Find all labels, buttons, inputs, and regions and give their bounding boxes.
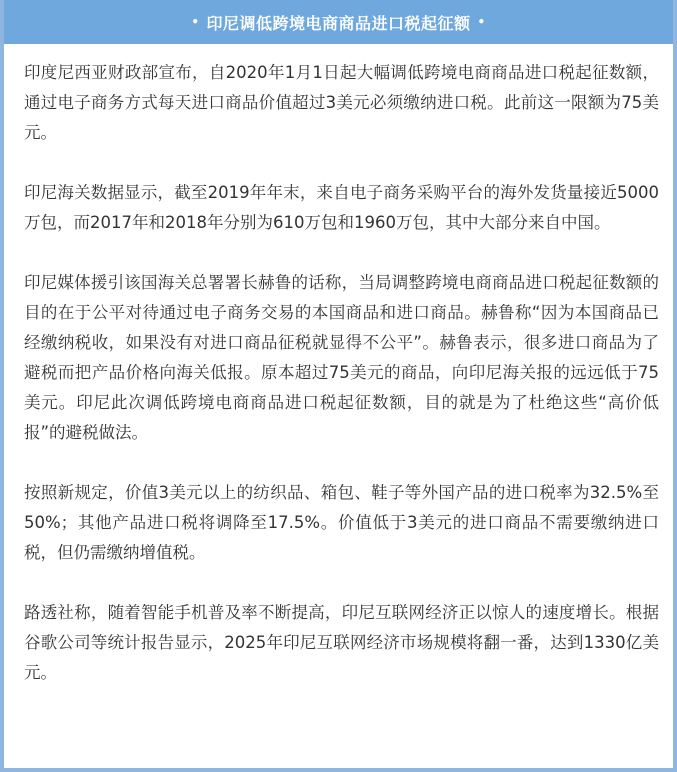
paragraph: 印尼媒体援引该国海关总署署长赫鲁的话称，当局调整跨境电商商品进口税起征数额的目的在于公平对待通过电子商务交易的本国商品和进口商品。赫鲁称“因为本国商品已经缴纳税收，如果没有对进口商品征税就显得不公平”。赫鲁表示，很多进口商品为了避税而把产品价格向海关低报。原本超过75美元的商品，向印尼海关报的远远低于75美元。印尼此次调低跨境电商商品进口税起征数额，目的就是为了杜绝这些“高价低报”的避税做法。: [24, 273, 659, 442]
article-title: 印尼调低跨境电商商品进口税起征额: [206, 13, 471, 33]
paragraph: 印度尼西亚财政部宣布，自2020年1月1日起大幅调低跨境电商商品进口税起征数额，通过电子商务方式每天进口商品价值超过3美元必须缴纳进口税。此前这一限额为75美元。: [24, 63, 659, 142]
paragraph: 印尼海关数据显示，截至2019年年末，来自电子商务采购平台的海外发货量接近5000万包，而2017年和2018年分别为610万包和1960万包，其中大部分来自中国。: [24, 183, 659, 232]
bullet-right-icon: •: [477, 15, 486, 29]
article-body: [24, 58, 659, 688]
bullet-left-icon: •: [191, 15, 200, 29]
article-header: [4, 0, 673, 44]
paragraph: 按照新规定，价值3美元以上的纺织品、箱包、鞋子等外国产品的进口税率为32.5%至50%；其他产品进口税将调降至17.5%。价值低于3美元的进口商品不需要缴纳进口税，但仍需缴纳增值税。: [24, 483, 659, 562]
paragraph: 路透社称，随着智能手机普及率不断提高，印尼互联网经济正以惊人的速度增长。根据谷歌公司等统计报告显示，2025年印尼互联网经济市场规模将翻一番，达到1330亿美元。: [24, 603, 659, 682]
